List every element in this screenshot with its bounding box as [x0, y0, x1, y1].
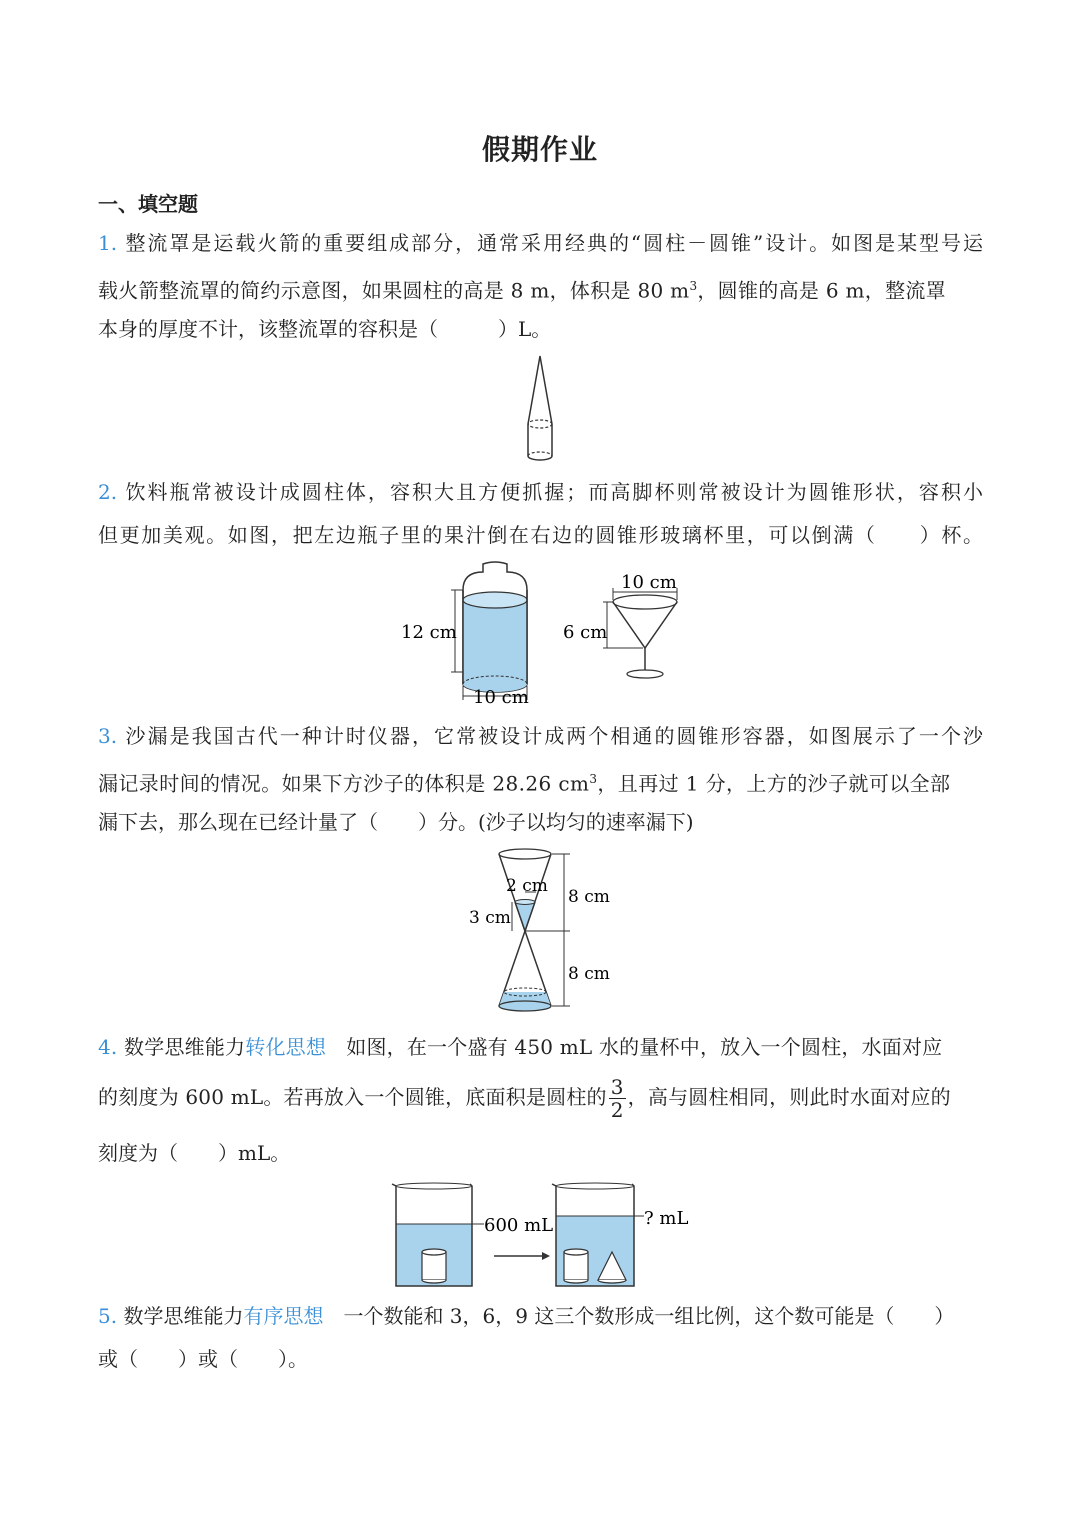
q1-sup: 3 — [689, 279, 698, 293]
q4-label-600: 600 mL — [484, 1215, 554, 1236]
q2-line-1 — [98, 478, 983, 506]
q5-line-1 — [98, 1302, 983, 1330]
q2-text-1: 饮料瓶常被设计成圆柱体，容积大且方便抓握；而高脚杯则常被设计为圆锥形状，容积小 — [125, 480, 984, 504]
q3-number: 3. — [98, 724, 118, 748]
q2-number: 2. — [98, 480, 118, 504]
q3-line-3: 漏下去，那么现在已经计量了（ ）分。(沙子以均匀的速率漏下) — [98, 810, 694, 834]
q3-text-1: 沙漏是我国古代一种计时仪器，它常被设计成两个相通的圆锥形容器，如图展示了一个沙 — [125, 724, 984, 748]
q4-frac-num: 3 — [610, 1075, 624, 1099]
q4-text-2b: ，高与圆柱相同，则此时水面对应的 — [627, 1085, 951, 1109]
q1-text-1: 整流罩是运载火箭的重要组成部分，通常采用经典的“圆柱－圆锥”设计。如图是某型号运 — [125, 231, 984, 255]
q1-text-2b: ，圆锥的高是 6 m，整流罩 — [697, 278, 946, 303]
q3-sup: 3 — [589, 772, 598, 786]
q5-text-1: 一个数能和 3，6，9 这三个数形成一组比例，这个数可能是（ ） — [323, 1304, 955, 1328]
q4-line-1 — [98, 1033, 983, 1061]
q1-line-1 — [98, 229, 983, 257]
q1-line-3: 本身的厚度不计，该整流罩的容积是（ ）L。 — [98, 317, 552, 341]
q4-line-2 — [98, 1076, 983, 1121]
q2-glass-diameter-label: 10 cm — [621, 572, 677, 593]
q4-fraction — [609, 1076, 626, 1121]
q4-line-3: 刻度为（ ）mL。 — [98, 1141, 291, 1165]
q5-prefix: 数学思维能力 — [123, 1304, 244, 1328]
q2-bottle-glass-figure — [395, 558, 695, 708]
section-heading: 一、填空题 — [98, 192, 198, 216]
q2-glass-height-label: 6 cm — [563, 622, 608, 643]
q2-bottle-height-label: 12 cm — [401, 622, 457, 643]
q3-lower-height-label: 8 cm — [568, 964, 610, 984]
q3-line-2 — [98, 765, 983, 798]
q3-line-1 — [98, 722, 983, 750]
q4-frac-den: 2 — [610, 1098, 624, 1122]
q3-upper-height-label: 8 cm — [568, 887, 610, 907]
q4-tag: 转化思想 — [245, 1035, 327, 1059]
q4-text-1: 如图，在一个盛有 450 mL 水的量杯中，放入一个圆柱，水面对应 — [326, 1035, 943, 1059]
q4-number: 4. — [98, 1035, 118, 1059]
q1-line-2 — [98, 272, 983, 305]
q5-tag: 有序思想 — [243, 1304, 324, 1328]
q3-radius-label: 2 cm — [506, 876, 548, 896]
q2-bottle-diameter-label: 10 cm — [473, 687, 529, 708]
q5-line-2: 或（ ）或（ ）。 — [98, 1347, 308, 1371]
q1-number: 1. — [98, 231, 118, 255]
q3-sand-height-label: 3 cm — [469, 908, 511, 928]
q4-text-2a: 的刻度为 600 mL。若再放入一个圆锥，底面积是圆柱的 — [98, 1085, 607, 1109]
q5-number: 5. — [98, 1304, 118, 1328]
q3-hourglass-figure — [460, 846, 630, 1018]
q2-line-2: 但更加美观。如图，把左边瓶子里的果汁倒在右边的圆锥形玻璃杯里，可以倒满（ ）杯。 — [98, 523, 983, 547]
q4-label-unknown: ? mL — [644, 1208, 689, 1229]
q3-text-2b: ，且再过 1 分，上方的沙子就可以全部 — [597, 771, 951, 796]
q4-beaker-figure — [390, 1176, 710, 1291]
page-title: 假期作业 — [481, 133, 598, 166]
q1-fairing-figure — [515, 352, 565, 470]
q1-text-2a: 载火箭整流罩的简约示意图，如果圆柱的高是 8 m，体积是 80 m — [98, 278, 690, 303]
q3-text-2a: 漏记录时间的情况。如果下方沙子的体积是 28.26 cm — [98, 771, 590, 796]
q4-prefix: 数学思维能力 — [124, 1035, 246, 1059]
